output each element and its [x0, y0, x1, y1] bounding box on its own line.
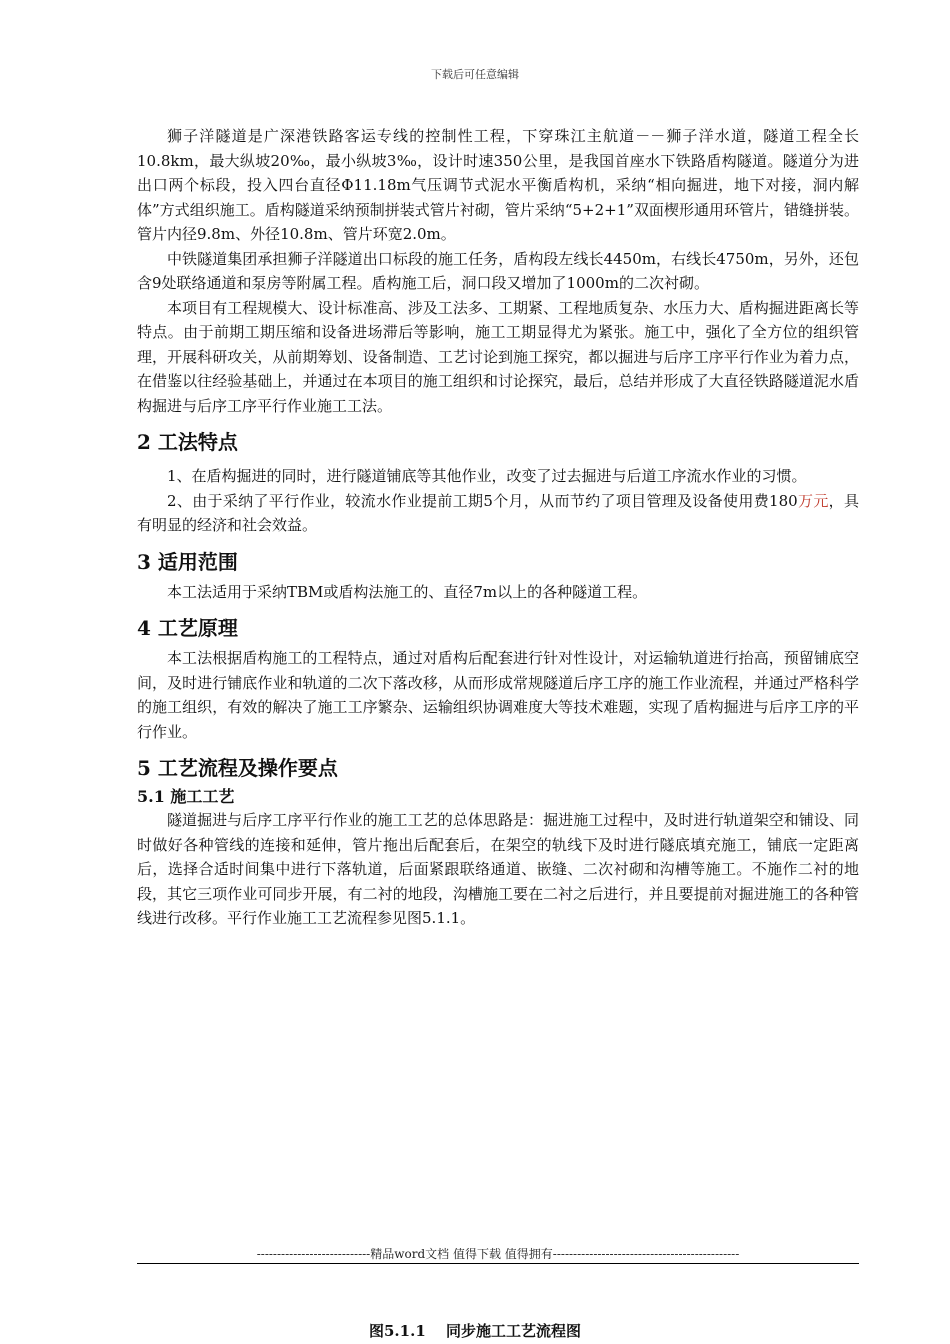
section-2-paragraph-2 [137, 489, 859, 538]
footer-divider [137, 1263, 859, 1264]
section-4-heading: 4 工艺原理 [137, 616, 238, 640]
section-5-1-paragraph-1: 隧道掘进与后序工序平行作业的施工工艺的总体思路是：掘进施工过程中，及时进行轨道架空和铺设、同时做好各种管线的连接和延伸，管片拖出后配套后，在架空的轨线下及时进行隧底填充施工，铺底一定距离后，选择合适时间集中进行下落轨道，后面紧跟联络通道、嵌缝、二次衬砌和沟槽等施工。不施作二衬的地段，其它三项作业可同步开展，有二衬的地段，沟槽施工要在二衬之后进行，并且要提前对掘进施工的各种管线进行改移。平行作业施工工艺流程参见图5.1.1。 [137, 811, 859, 927]
section-3-paragraph-1: 本工法适用于采纳TBM或盾构法施工的、直径7m以上的各种隧道工程。 [167, 582, 648, 601]
section-3-heading: 3 适用范围 [137, 549, 238, 574]
document-body [137, 124, 859, 931]
section-2-heading: 2 工法特点 [137, 430, 238, 454]
section-5-heading: 5 工艺流程及操作要点 [137, 756, 338, 780]
highlighted-amount: 万元 [797, 491, 829, 510]
figure-caption: 图5.1.1 同步施工工艺流程图 [369, 1322, 581, 1340]
intro-paragraph-2: 中铁隧道集团承担狮子洋隧道出口标段的施工任务，盾构段左线长4450m，右线长4750m，另外，还包含9处联络通道和泵房等附属工程。盾构施工后，洞口段又增加了1000m的二次衬砌。 [137, 249, 859, 292]
section-2-paragraph-2-text: 2、由于采纳了平行作业，较流水作业提前工期5个月，从而节约了项目管理及设备使用费180 [167, 491, 798, 510]
section-5-1-heading: 5.1 施工工艺 [137, 787, 235, 806]
section-4-paragraph-1: 本工法根据盾构施工的工程特点，通过对盾构后配套进行针对性设计，对运输轨道进行抬高，预留铺底空间，及时进行铺底作业和轨道的二次下落改移，从而形成常规隧道后序工序的施工作业流程，并通过严格科学的施工组织，有效的解决了施工工序繁杂、运输组织协调难度大等技术难题，实现了盾构掘进与后序工序的平行作业。 [137, 649, 859, 741]
section-2-paragraph-1: 1、在盾构掘进的同时，进行隧道铺底等其他作业，改变了过去掘进与后道工序流水作业的习惯。 [167, 467, 807, 485]
section-2-paragraph-2-tail: ，具有明显的经济和社会效益。 [137, 491, 859, 534]
intro-paragraph-3: 本项目有工程规模大、设计标准高、涉及工法多、工期紧、工程地质复杂、水压力大、盾构掘进距离长等特点。由于前期工期压缩和设备进场滞后等影响，施工工期显得尤为紧张。施工中，强化了全方位的组织管理，开展科研攻关，从前期筹划、设备制造、工艺讨论到施工探究，都以掘进与后序工序平行作业为着力点，在借鉴以往经验基础上，并通过在本项目的施工组织和讨论探究，最后，总结并形成了大直径铁路隧道泥水盾构掘进与后序工序平行作业施工工法。 [137, 298, 859, 415]
intro-paragraph-1: 狮子洋隧道是广深港铁路客运专线的控制性工程，下穿珠江主航道－－狮子洋水道，隧道工程全长10.8km，最大纵坡20‰，最小纵坡3‰，设计时速350公里，是我国首座水下铁路盾构隧道。隧道分为进出口两个标段，投入四台直径Φ11.18m气压调节式泥水平衡盾构机，采纳“相向掘进，地下对接，洞内解体”方式组织施工。盾构隧道采纳预制拼装式管片衬砌，管片采纳“5+2+1”双面楔形通用环管片，错缝拼装。管片内径9.8m、外径10.8m、管片环宽2.0m。 [137, 127, 859, 243]
page-footer: ----------------------------精品word文档 值得下载 值得拥有---------------------------------------------- [256, 1247, 740, 1261]
page-header: 下载后可任意编辑 [431, 68, 519, 81]
